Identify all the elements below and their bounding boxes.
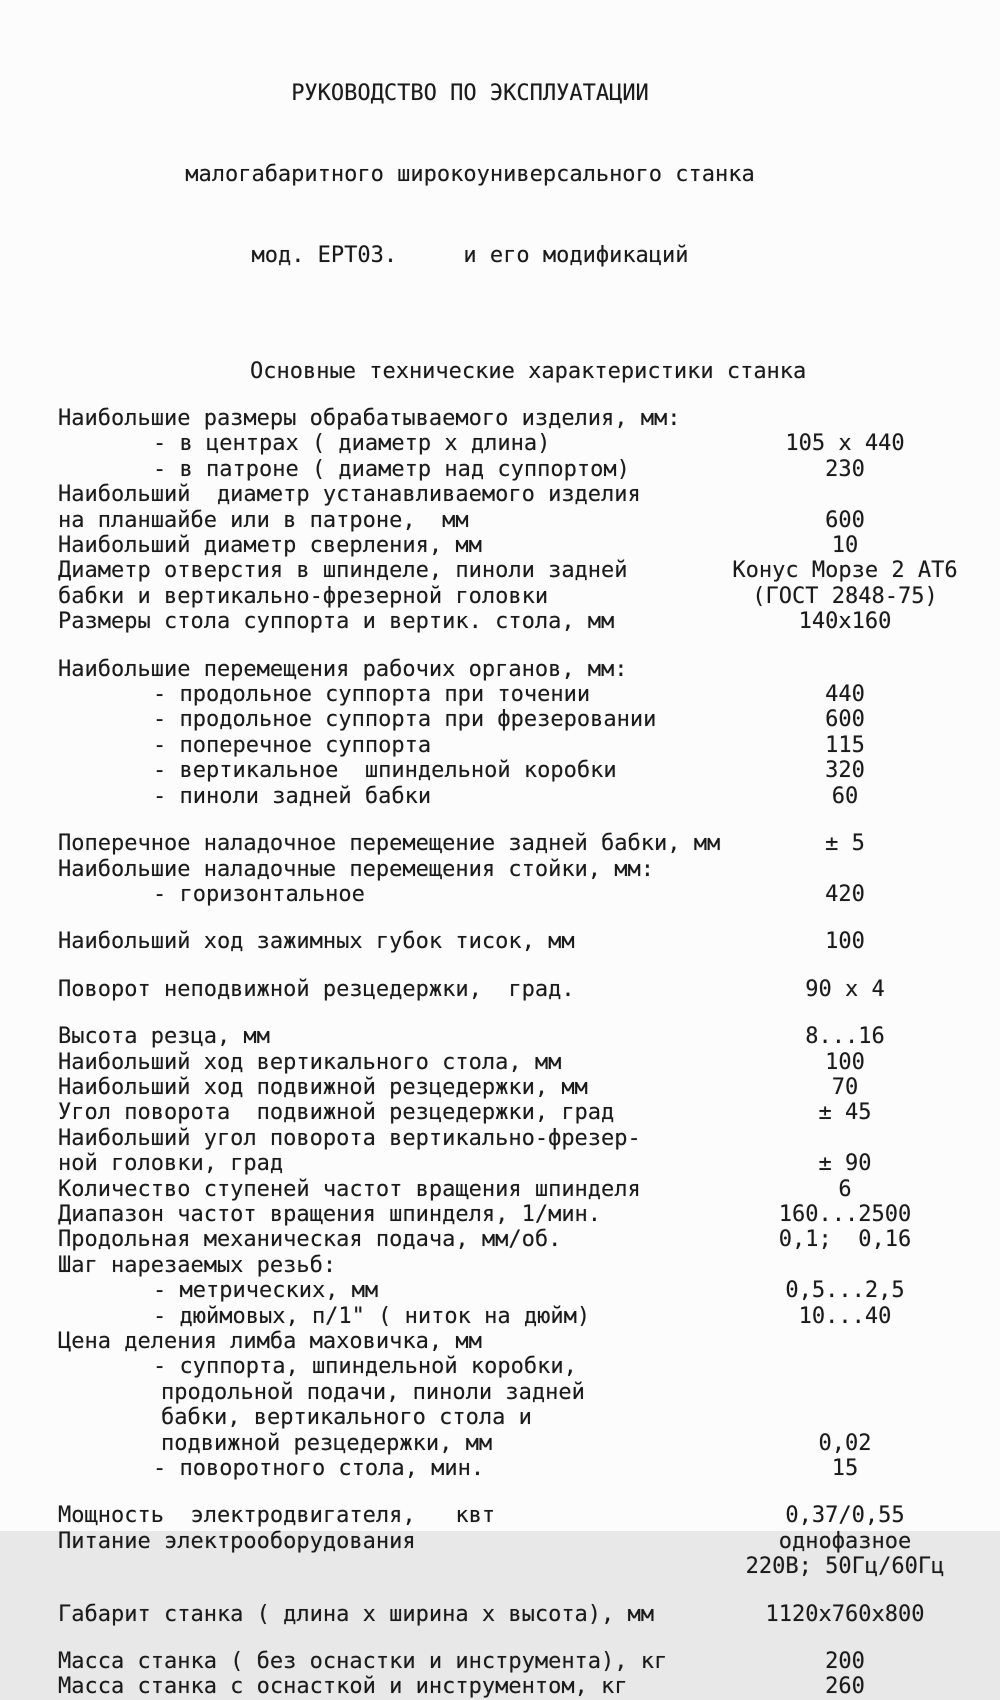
spec-row (58, 508, 1000, 533)
spec-row (58, 758, 1000, 783)
spec-value: 8...16 (805, 1024, 885, 1050)
spec-row (58, 1227, 1000, 1252)
spec-value: 0,37/0,55 (785, 1503, 905, 1529)
spec-row (58, 1354, 1000, 1379)
spec-value: 420 (825, 881, 865, 907)
spec-row (58, 1554, 1000, 1579)
spec-value: 60 (831, 783, 859, 809)
document-title (0, 26, 940, 323)
spec-row (58, 558, 1000, 583)
spec-row (58, 1050, 1000, 1075)
spec-row (58, 857, 1000, 882)
spec-value: 320 (825, 758, 865, 784)
spec-label: - поперечное суппорта (153, 732, 432, 758)
spec-row (58, 1100, 1000, 1125)
spec-row (58, 431, 1000, 456)
spec-value: 600 (825, 507, 865, 533)
spec-label: Наибольший ход вертикального стола, мм (58, 1049, 562, 1075)
spec-list (0, 406, 1000, 1700)
spec-row (58, 977, 1000, 1002)
spec-label: Диапазон частот вращения шпинделя, 1/мин. (58, 1201, 602, 1227)
doc-title-line-2: малогабаритного широкоуниверсального станка (185, 162, 755, 187)
spec-row (58, 707, 1000, 732)
spec-label: Поперечное наладочное перемещение задней бабки, мм (58, 831, 721, 857)
spec-row (58, 1405, 1000, 1430)
spec-row (58, 733, 1000, 758)
spec-value: 600 (825, 707, 865, 733)
spec-value: 160...2500 (778, 1201, 912, 1227)
spec-value: 105 x 440 (785, 431, 905, 457)
spec-label: - горизонтальное (153, 881, 365, 907)
spec-value: 440 (825, 682, 865, 708)
spec-label: - в центрах ( диаметр х длина) (153, 431, 551, 457)
spec-label: бабки и вертикально-фрезерной головки (58, 583, 549, 609)
section-heading: Основные технические характеристики станка (250, 359, 807, 384)
spec-value: 260 (825, 1674, 865, 1700)
spec-label: продольной подачи, пиноли задней (161, 1379, 585, 1405)
spec-row (58, 657, 1000, 682)
spec-row (58, 1602, 1000, 1627)
spec-value: 140x160 (798, 609, 892, 635)
spec-row (58, 1075, 1000, 1100)
spec-value: 115 (825, 732, 865, 758)
spec-label: - в патроне ( диаметр над суппортом) (153, 456, 630, 482)
spec-section (58, 1602, 1000, 1627)
spec-label: Наибольшие перемещения рабочих органов, мм: (58, 656, 628, 682)
spec-label: Количество ступеней частот вращения шпинделя (58, 1176, 641, 1202)
spec-label: Мощность электродвигателя, квт (58, 1503, 496, 1529)
spec-label: Высота резца, мм (58, 1024, 270, 1050)
spec-value: 0,5...2,5 (785, 1278, 905, 1304)
spec-row (58, 584, 1000, 609)
doc-title-line-1: РУКОВОДСТВО ПО ЭКСПЛУАТАЦИИ (291, 81, 649, 106)
spec-row (58, 1380, 1000, 1405)
spec-value: 1120x760x800 (765, 1601, 925, 1627)
spec-value: 0,1; 0,16 (778, 1227, 912, 1253)
spec-label: - вертикальное шпиндельной коробки (153, 758, 617, 784)
spec-row (58, 1649, 1000, 1674)
spec-row (58, 929, 1000, 954)
spec-label: на планшайбе или в патроне, мм (58, 507, 469, 533)
spec-label: Габарит станка ( длина х ширина х высота), мм (58, 1601, 655, 1627)
spec-label: Наибольшие размеры обрабатываемого изделия, мм: (58, 406, 681, 431)
spec-label: Поворот неподвижной резцедержки, град. (58, 976, 575, 1002)
doc-title-line-3: мод. ЕРТ03. и его модификаций (251, 243, 689, 268)
spec-value: ± 45 (818, 1100, 872, 1126)
spec-row (58, 1177, 1000, 1202)
spec-value: ± 90 (818, 1151, 872, 1177)
spec-row (58, 784, 1000, 809)
spec-row (58, 1674, 1000, 1699)
spec-value: однофазное (778, 1528, 912, 1554)
spec-value: ± 5 (825, 831, 865, 857)
spec-label: - дюймовых, п/1" ( ниток на дюйм) (153, 1303, 591, 1329)
spec-row (58, 457, 1000, 482)
spec-label: - метрических, мм (153, 1278, 379, 1304)
spec-row (58, 831, 1000, 856)
spec-row (58, 1503, 1000, 1528)
spec-row (58, 882, 1000, 907)
spec-row (58, 1253, 1000, 1278)
spec-value: 200 (825, 1649, 865, 1675)
spec-row (58, 609, 1000, 634)
spec-label: Масса станка с оснасткой и инструментом, кг (58, 1674, 628, 1700)
spec-label: - суппорта, шпиндельной коробки, (153, 1354, 577, 1380)
spec-section (58, 1024, 1000, 1481)
spec-section (58, 1503, 1000, 1579)
spec-row (58, 1529, 1000, 1554)
spec-value: 15 (831, 1456, 859, 1482)
spec-row (58, 1329, 1000, 1354)
spec-row (58, 1024, 1000, 1049)
spec-row (58, 1202, 1000, 1227)
spec-section (58, 1649, 1000, 1700)
spec-label: Диаметр отверстия в шпинделе, пиноли задней (58, 558, 628, 584)
spec-row (58, 533, 1000, 558)
spec-value: 100 (825, 1049, 865, 1075)
spec-row (58, 682, 1000, 707)
spec-value: 6 (838, 1176, 852, 1202)
spec-label: Питание электрооборудования (58, 1528, 416, 1554)
spec-value: 0,02 (818, 1430, 872, 1456)
spec-label: - продольное суппорта при точении (153, 682, 591, 708)
spec-section (58, 929, 1000, 954)
spec-label: Угол поворота подвижной резцедержки, град (58, 1100, 615, 1126)
spec-value: 230 (825, 456, 865, 482)
spec-value: 220В; 50Гц/60Гц (745, 1554, 945, 1580)
spec-row (58, 1304, 1000, 1329)
spec-value: (ГОСТ 2848-75) (752, 583, 938, 609)
spec-row (58, 1151, 1000, 1176)
spec-value: 90 x 4 (805, 976, 885, 1002)
spec-label: подвижной резцедержки, мм (161, 1430, 493, 1456)
spec-label: ной головки, град (58, 1151, 284, 1177)
spec-row (58, 1278, 1000, 1303)
spec-label: Наибольший диаметр сверления, мм (58, 533, 482, 559)
spec-section (58, 406, 1000, 635)
spec-label: Наибольший ход зажимных губок тисок, мм (58, 929, 575, 955)
spec-value: 10...40 (798, 1303, 892, 1329)
spec-value: Конус Морзе 2 АТ6 (732, 558, 958, 584)
spec-label: Наибольший угол поворота вертикально-фрезер- (58, 1125, 641, 1151)
spec-row (58, 1431, 1000, 1456)
spec-value: 10 (831, 533, 859, 559)
spec-row (58, 482, 1000, 507)
spec-section (58, 831, 1000, 907)
spec-value: 100 (825, 929, 865, 955)
spec-value: 70 (831, 1074, 859, 1100)
spec-label: Продольная механическая подача, мм/об. (58, 1227, 562, 1253)
spec-section (58, 657, 1000, 809)
spec-label: Цена деления лимба маховичка, мм (58, 1329, 482, 1354)
spec-label: - поворотного стола, мин. (153, 1456, 485, 1482)
spec-row (58, 406, 1000, 431)
spec-label: Наибольший ход подвижной резцедержки, мм (58, 1074, 588, 1100)
spec-label: Масса станка ( без оснастки и инструмента), кг (58, 1649, 668, 1675)
spec-label: Наибольшие наладочные перемещения стойки, мм: (58, 856, 655, 882)
spec-section (58, 977, 1000, 1002)
spec-row (58, 1456, 1000, 1481)
spec-label: - пиноли задней бабки (153, 783, 432, 809)
spec-label: Наибольший диаметр устанавливаемого изделия (58, 482, 641, 508)
spec-label: - продольное суппорта при фрезеровании (153, 707, 657, 733)
spec-label: Шаг нарезаемых резьб: (58, 1252, 337, 1278)
spec-label: бабки, вертикального стола и (161, 1405, 532, 1431)
spec-row (58, 1126, 1000, 1151)
spec-label: Размеры стола суппорта и вертик. стола, мм (58, 609, 615, 635)
